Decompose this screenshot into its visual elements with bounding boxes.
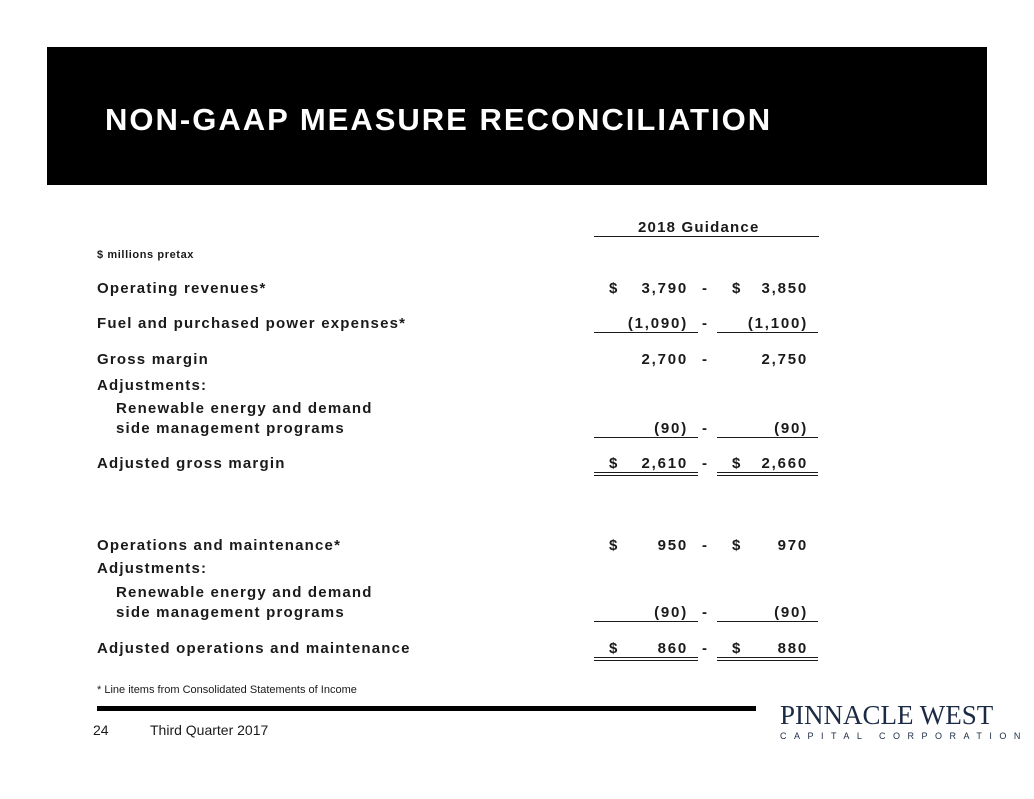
- page-title: NON-GAAP MEASURE RECONCILIATION: [105, 102, 773, 137]
- renewable-high: (90): [774, 420, 808, 437]
- footer-label: Third Quarter 2017: [150, 722, 269, 738]
- adjusted-gross-margin-label: Adjusted gross margin: [97, 455, 286, 472]
- om-high: 970: [777, 537, 808, 554]
- footnote: * Line items from Consolidated Statements of Income: [97, 684, 357, 696]
- column-header-underline: [594, 236, 819, 237]
- currency-symbol: $: [609, 537, 620, 554]
- fuel-high-underline: [717, 332, 818, 333]
- currency-symbol: $: [609, 455, 620, 472]
- currency-symbol: $: [732, 455, 743, 472]
- gross-margin-label: Gross margin: [97, 351, 209, 368]
- gross-margin-low-cell: [594, 351, 698, 371]
- gross-margin-low: 2,700: [641, 351, 688, 368]
- om-low-cell: [594, 537, 698, 557]
- fuel-low-underline: [594, 332, 698, 333]
- range-dash: -: [702, 455, 707, 472]
- operating-revenues-low: 3,790: [641, 280, 688, 297]
- adjusted-gross-margin-low: 2,610: [641, 455, 688, 472]
- currency-symbol: $: [732, 280, 743, 297]
- range-dash: -: [702, 640, 707, 657]
- renewable-om-high-underline: [717, 621, 818, 622]
- page-number: 24: [93, 722, 109, 738]
- operating-revenues-high: 3,850: [761, 280, 808, 297]
- logo-wordmark: PINNACLE WEST: [780, 700, 994, 730]
- gross-margin-high-cell: [717, 351, 818, 371]
- operating-revenues-high-cell: [717, 280, 818, 300]
- range-dash: -: [702, 537, 707, 554]
- renewable-om-high: (90): [774, 604, 808, 621]
- fuel-expenses-label: Fuel and purchased power expenses*: [97, 315, 407, 332]
- operating-revenues-label: Operating revenues*: [97, 280, 267, 297]
- range-dash: -: [702, 420, 707, 437]
- operating-revenues-low-cell: [594, 280, 698, 300]
- adjusted-om-low-double-underline: [594, 657, 698, 661]
- adjusted-om-label: Adjusted operations and maintenance: [97, 640, 411, 657]
- om-low: 950: [657, 537, 688, 554]
- adjusted-om-low: 860: [657, 640, 688, 657]
- renewable-label-line2: side management programs: [116, 420, 345, 437]
- currency-symbol: $: [732, 640, 743, 657]
- currency-symbol: $: [609, 280, 620, 297]
- company-logo: [780, 700, 1028, 744]
- renewable-label-line2: side management programs: [116, 604, 345, 621]
- om-high-cell: [717, 537, 818, 557]
- currency-symbol: $: [732, 537, 743, 554]
- adjusted-gross-margin-high-double-underline: [717, 472, 818, 476]
- adjusted-om-high-double-underline: [717, 657, 818, 661]
- adjusted-om-high: 880: [777, 640, 808, 657]
- fuel-expenses-low: (1,090): [627, 315, 688, 332]
- renewable-om-low: (90): [654, 604, 688, 621]
- renewable-high-underline: [717, 437, 818, 438]
- range-dash: -: [702, 604, 707, 621]
- renewable-label-line1: Renewable energy and demand: [116, 584, 373, 601]
- adjusted-gross-margin-high: 2,660: [761, 455, 808, 472]
- title-band: [47, 47, 987, 185]
- gross-margin-high: 2,750: [761, 351, 808, 368]
- renewable-label-line1: Renewable energy and demand: [116, 400, 373, 417]
- range-dash: -: [702, 315, 707, 332]
- adjusted-gross-margin-low-double-underline: [594, 472, 698, 476]
- adjustments-label: Adjustments:: [97, 377, 208, 394]
- logo-tagline: CAPITAL CORPORATION: [780, 731, 1028, 741]
- range-dash: -: [702, 351, 707, 368]
- om-label: Operations and maintenance*: [97, 537, 342, 554]
- units-label: $ millions pretax: [97, 249, 195, 261]
- renewable-low: (90): [654, 420, 688, 437]
- currency-symbol: $: [609, 640, 620, 657]
- column-header: 2018 Guidance: [638, 219, 760, 236]
- fuel-expenses-high: (1,100): [747, 315, 808, 332]
- renewable-low-underline: [594, 437, 698, 438]
- range-dash: -: [702, 280, 707, 297]
- adjustments-label: Adjustments:: [97, 560, 208, 577]
- renewable-om-low-underline: [594, 621, 698, 622]
- footer-rule: [97, 706, 756, 711]
